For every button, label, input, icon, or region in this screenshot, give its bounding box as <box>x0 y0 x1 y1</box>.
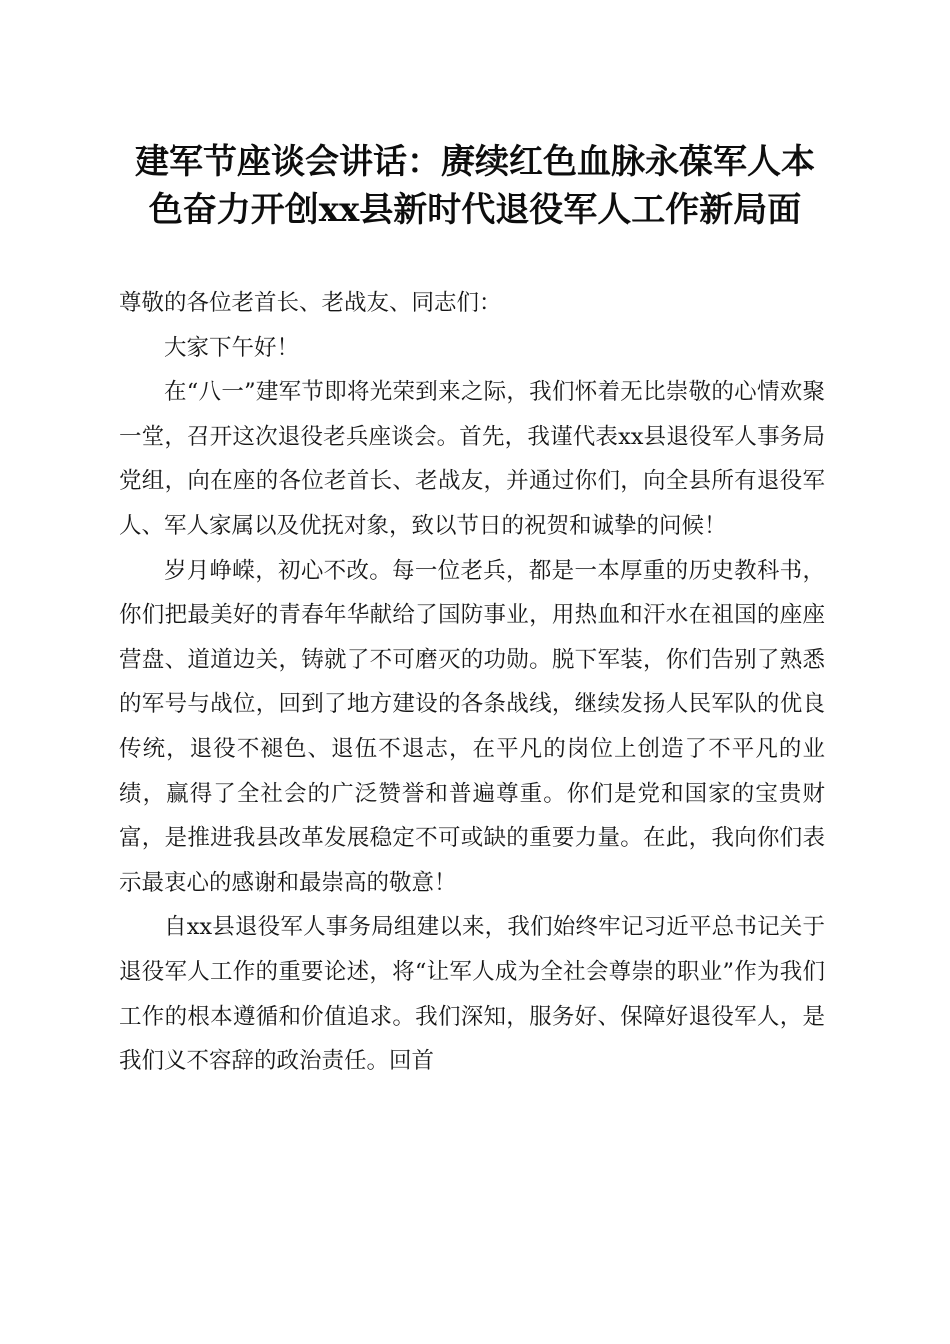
paragraph-bureau-work: 自xx县退役军人事务局组建以来，我们始终牢记习近平总书记关于退役军人工作的重要论述，将“让军人成为全社会尊崇的职业”作为我们工作的根本遵循和价值追求。我们深知，服务好、保障好退役军人，是我们义不容辞的政治责任。回首 <box>119 914 825 1075</box>
paragraph-veterans-tribute: 岁月峥嵘，初心不改。每一位老兵，都是一本厚重的历史教科书，你们把最美好的青春年华献给了国防事业，用热血和汗水在祖国的座座营盘、道道边关，铸就了不可磨灭的功勋。脱下军装，你们告别了熟悉的军号与战位，回到了地方建设的各条战线，继续发扬人民军队的优良传统，退役不褪色、退伍不退志，在平凡的岗位上创造了不平凡的业绩，赢得了全社会的广泛赞誉和普遍尊重。你们是党和国家的宝贵财富，是推进我县改革发展稳定不可或缺的重要力量。在此，我向你们表示最衷心的感谢和最崇高的敬意！ <box>119 557 825 896</box>
document-title <box>100 138 850 234</box>
paragraph-opening: 在“八一”建军节即将光荣到来之际，我们怀着无比崇敬的心情欢聚一堂，召开这次退役老兵座谈会。首先，我谨代表xx县退役军人事务局党组，向在座的各位老首长、老战友，并通过你们，向全县所有退役军人、军人家属以及优抚对象，致以节日的祝贺和诚挚的问候！ <box>119 379 825 539</box>
paragraph-greeting: 大家下午好！ <box>164 334 300 361</box>
title-line-1: 建军节座谈会讲话：赓续红色血脉永葆军人本 <box>135 142 815 182</box>
title-line-2: 色奋力开创xx县新时代退役军人工作新局面 <box>148 190 802 230</box>
salutation: 尊敬的各位老首长、老战友、同志们： <box>119 290 502 316</box>
document-body <box>119 281 825 1084</box>
